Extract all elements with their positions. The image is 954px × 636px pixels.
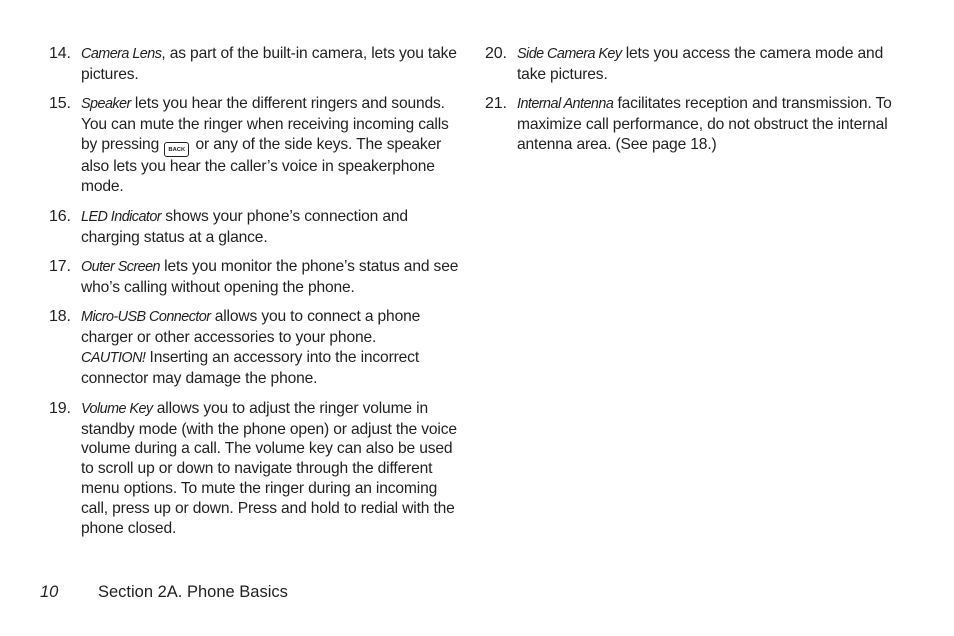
left-column — [44, 44, 464, 549]
item-description: lets you monitor the phone’s status and see who’s calling without opening the phone. — [81, 258, 459, 296]
list-item-side-camera-key — [480, 44, 900, 85]
item-term: LED Indicator — [81, 208, 162, 225]
item-description: allows you to adjust the ringer volume in standby mode (with the phone open) or adjust the voice volume during a call. The volume key can also be used to scroll up or down to navigate through the different menu options. To mute the ringer during an incoming call, press up or down. Press and hold to redial with the phone closed. — [81, 399, 457, 538]
list-item-volume-key — [44, 399, 464, 539]
item-term: Camera Lens — [81, 46, 162, 62]
item-description: allows you to connect a phone charger or other accessories to your phone. — [81, 308, 421, 347]
page-number: 10 — [40, 583, 59, 601]
item-number: 20. — [485, 45, 507, 62]
list-item-internal-antenna — [480, 94, 900, 155]
item-description: facilitates reception and transmission. To maximize call performance, do not obstruct the internal antenna area. (See page 18.) — [517, 95, 892, 154]
list-item-speaker — [44, 94, 464, 197]
caution-text: Inserting an accessory into the incorrect connector may damage the phone. — [81, 349, 420, 388]
caution-label: CAUTION! — [81, 350, 146, 367]
item-description: lets you access the camera mode and take pictures. — [517, 45, 884, 83]
item-description: lets you hear the different ringers and sounds. You can mute the ringer when receiving incoming calls by pressing — [81, 95, 449, 154]
item-term: Micro-USB Connector — [81, 309, 211, 326]
item-term: Side Camera Key — [517, 46, 622, 62]
list-item-micro-usb-connector — [44, 307, 464, 389]
back-key-icon: BACK — [164, 142, 189, 157]
item-number: 16. — [49, 207, 71, 225]
item-number: 14. — [49, 45, 71, 62]
page-footer — [40, 582, 288, 602]
section-title: Section 2A. Phone Basics — [98, 583, 288, 601]
list-item-camera-lens — [44, 44, 464, 85]
item-description: , as part of the built-in camera, lets you take pictures. — [81, 45, 457, 83]
list-item-led-indicator — [44, 207, 464, 248]
item-description: shows your phone’s connection and charging status at a glance. — [81, 207, 408, 246]
item-number: 17. — [49, 258, 71, 276]
item-term: Volume Key — [81, 400, 153, 417]
right-column — [480, 44, 900, 165]
item-description-continued: or any of the side keys. The speaker also lets you hear the caller’s voice in speakerphone mode. — [81, 136, 442, 196]
item-number: 18. — [49, 308, 71, 326]
item-number: 19. — [49, 399, 71, 417]
item-number: 21. — [485, 95, 507, 113]
item-number: 15. — [49, 95, 71, 113]
item-term: Outer Screen — [81, 259, 160, 276]
item-term: Speaker — [81, 96, 131, 113]
item-term: Internal Antenna — [517, 96, 614, 113]
list-item-outer-screen — [44, 257, 464, 298]
